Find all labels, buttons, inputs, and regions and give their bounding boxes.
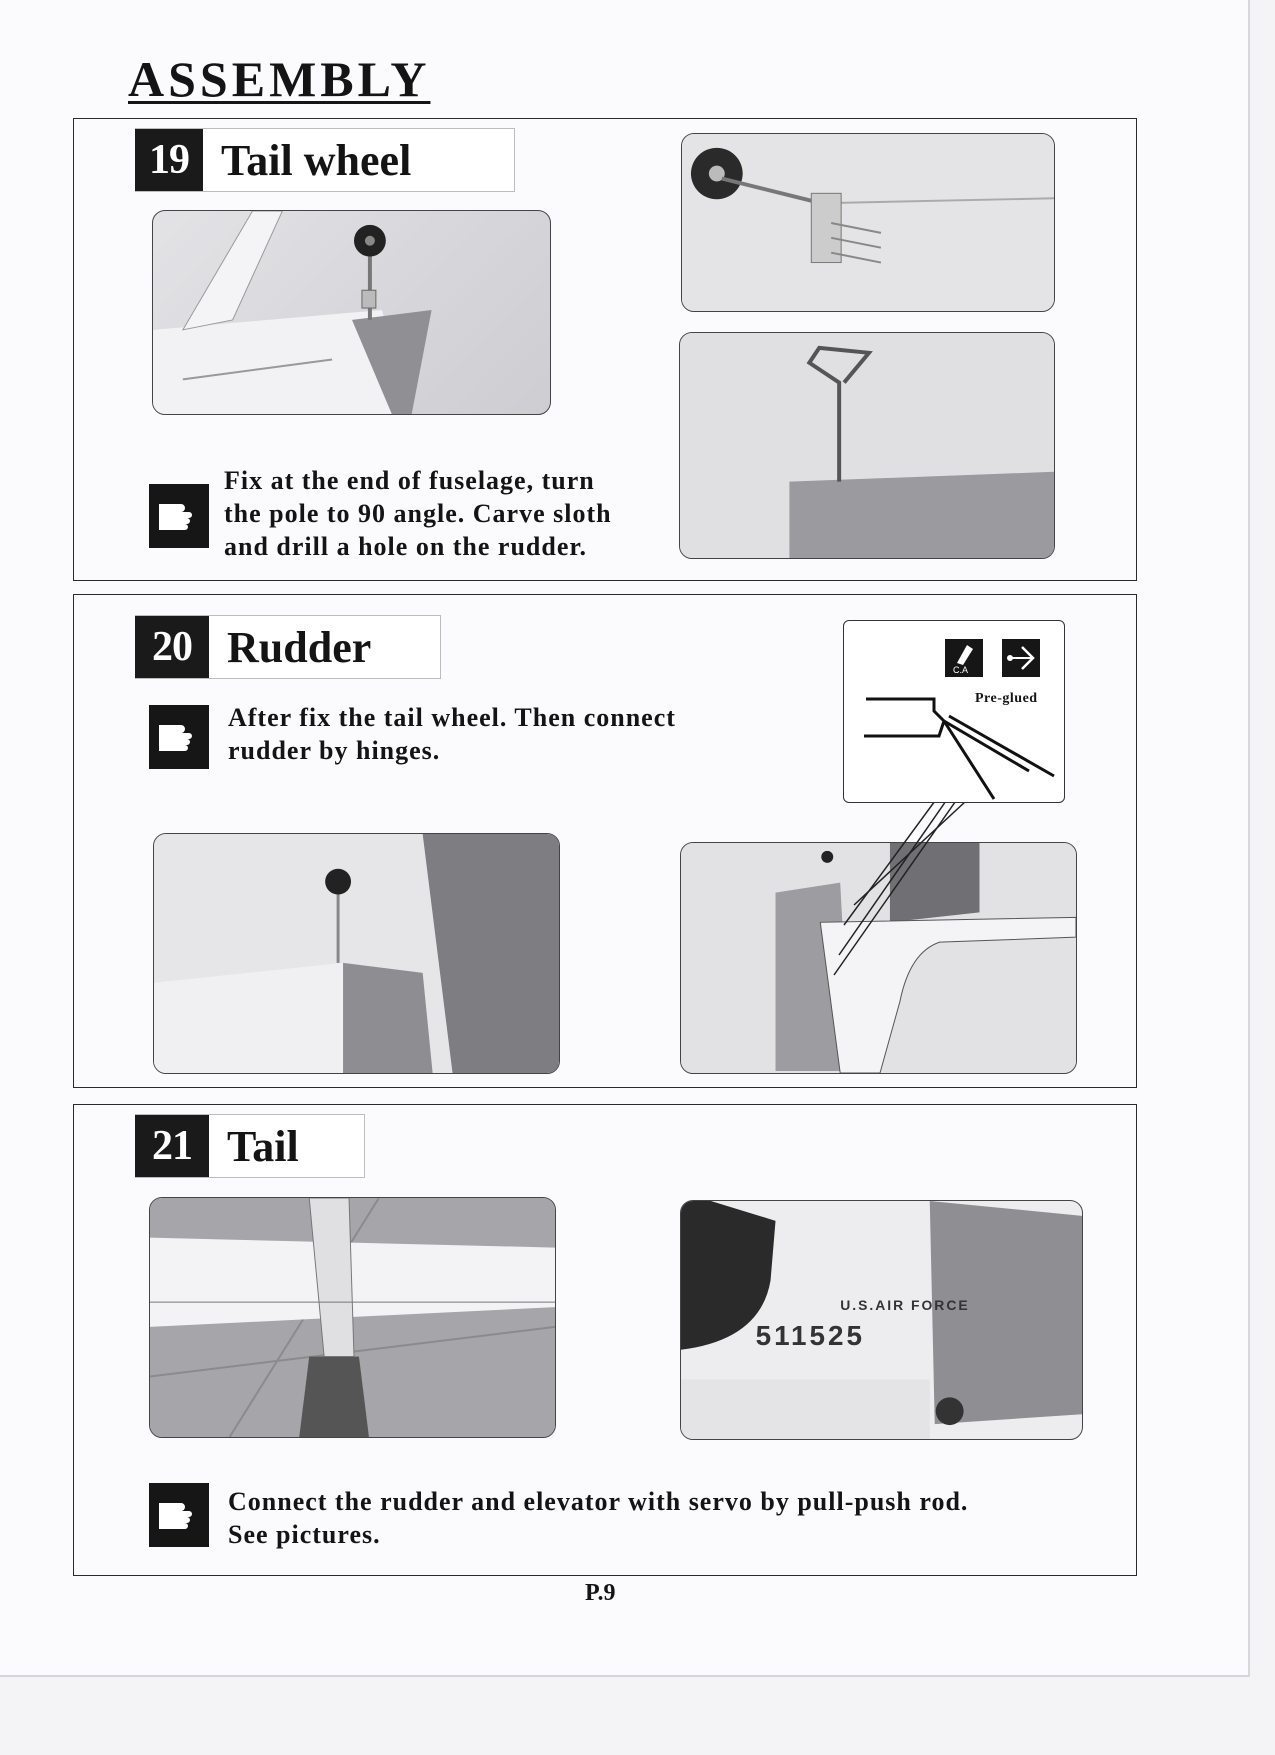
hinge-callout-diagram [843,620,1065,803]
pointing-hand-icon [149,484,209,548]
pointing-hand-icon [149,1483,209,1547]
step-19-tail-wheel [73,118,1137,581]
note-line: After fix the tail wheel. Then connect [228,703,676,732]
step-title: Rudder [227,622,372,672]
photo-tail-wheel-mounted [152,210,551,415]
step-number: 19 [135,129,203,191]
tail-marking-us-air-force: U.S.AIR FORCE [840,1297,970,1314]
hinge-diagram [844,621,1066,804]
photo-rudder-side [153,833,560,1074]
photo-tail-markings [680,1200,1083,1440]
note-line: Fix at the end of fuselage, turn [224,466,595,495]
photo-tail-wheel-assembly [681,133,1055,312]
note-line: Connect the rudder and elevator with servo by pull-push rod. [228,1487,969,1516]
page-title: ASSEMBLY [128,51,431,107]
callout-leader-lines [824,765,1074,1065]
step-title: Tail [227,1121,299,1171]
note-line: and drill a hole on the rudder. [224,532,588,561]
step-21-tail [73,1104,1137,1576]
step-19-heading [135,128,515,192]
page-number: P.9 [585,1580,616,1606]
tail-marking-serial: 511525 [755,1319,865,1351]
note-line: rudder by hinges. [228,736,441,765]
step-number: 20 [135,616,209,678]
step-19-instructions [224,464,612,563]
step-20-heading [135,615,441,679]
pointing-hand-icon [149,705,209,769]
step-number: 21 [135,1115,209,1177]
photo-tail-wheel-wire [679,332,1055,559]
step-21-instructions [228,1485,968,1551]
note-line: the pole to 90 angle. Carve sloth [224,499,612,528]
pre-glued-label: Pre-glued [975,691,1038,706]
step-21-heading [135,1114,365,1178]
note-line: See pictures. [228,1520,381,1549]
ca-label: C.A [953,665,969,675]
step-20-instructions [228,701,676,767]
step-title: Tail wheel [221,135,412,185]
photo-tail-top-view [149,1197,556,1438]
